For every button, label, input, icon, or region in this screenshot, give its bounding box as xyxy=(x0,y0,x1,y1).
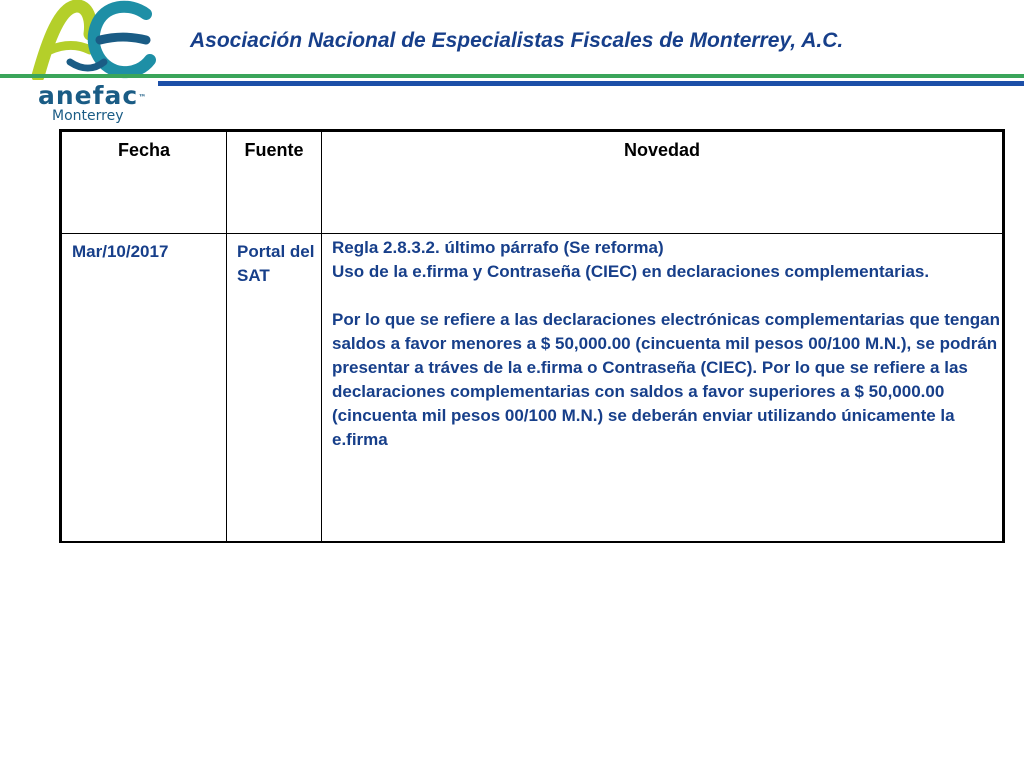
column-header-novedad: Novedad xyxy=(322,131,1004,234)
anefac-logo-mark xyxy=(30,0,160,80)
novedad-subtitle: Uso de la e.firma y Contraseña (CIEC) en declaraciones complementarias. xyxy=(332,262,930,281)
novedad-body: Por lo que se refiere a las declaraciones electrónicas complementarias que tengan saldos a favor menores a $ 50,000.00 (cincuenta mil pesos 00/100 M.N.), se podrán presentar a tráves de la e.firma o Contraseña (CIEC). Por lo que se refiere a las declaraciones complementarias con saldos a favor superiores a $ 50,000.00 (cincuenta mil pesos 00/100 M.N.) se deberán enviar utilizando únicamente la e.firma xyxy=(332,310,1000,449)
cell-fuente: Portal del SAT xyxy=(227,234,322,543)
novedad-title: Regla 2.8.3.2. último párrafo (Se reforma) xyxy=(332,238,664,257)
cell-novedad xyxy=(322,234,1004,543)
green-divider xyxy=(0,74,1024,78)
table-header-row xyxy=(61,131,1004,234)
blue-divider xyxy=(158,81,1024,86)
news-table-container xyxy=(59,129,1005,543)
table-row xyxy=(61,234,1004,543)
novedad-spacer xyxy=(332,284,1000,308)
news-table xyxy=(59,129,1005,543)
logo-city: Monterrey xyxy=(52,108,124,124)
logo-trademark: ™ xyxy=(138,93,147,102)
cell-fecha: Mar/10/2017 xyxy=(61,234,227,543)
column-header-fuente: Fuente xyxy=(227,131,322,234)
logo-wordmark: anefac™ xyxy=(38,81,147,110)
column-header-fecha: Fecha xyxy=(61,131,227,234)
page-title: Asociación Nacional de Especialistas Fiscales de Monterrey, A.C. xyxy=(190,29,844,52)
